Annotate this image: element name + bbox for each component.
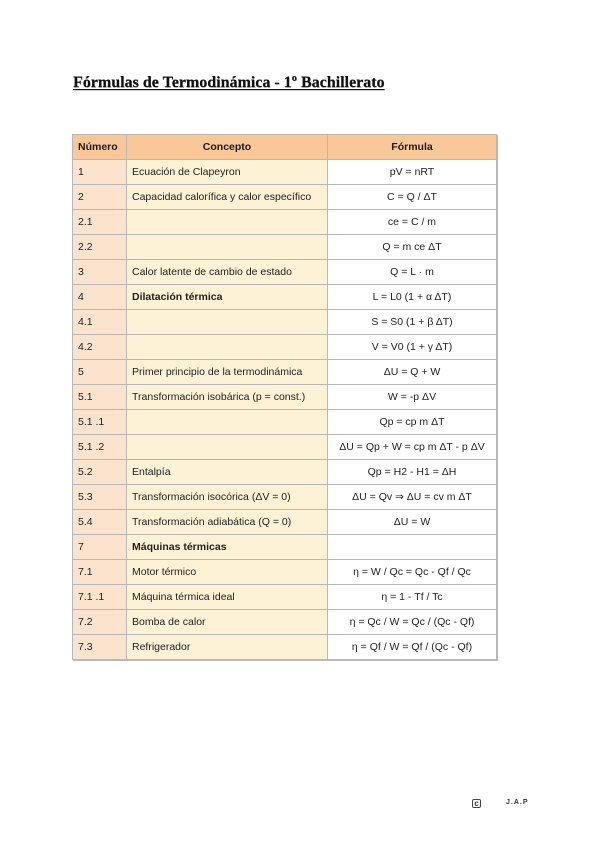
cell-formula: S = S0 (1 + β ΔT)	[328, 310, 497, 335]
cell-formula: η = 1 - Tf / Tc	[328, 585, 497, 610]
header-formula: Fórmula	[328, 135, 497, 160]
cell-concepto	[127, 335, 328, 360]
cell-formula: V = V0 (1 + γ ΔT)	[328, 335, 497, 360]
header-concepto: Concepto	[127, 135, 328, 160]
cell-concepto: Transformación isobárica (p = const.)	[127, 385, 328, 410]
cell-numero: 2	[73, 185, 127, 210]
table-row	[73, 460, 497, 485]
cell-formula: Q = m ce ΔT	[328, 235, 497, 260]
cell-numero: 7	[73, 535, 127, 560]
cell-concepto: Entalpía	[127, 460, 328, 485]
table-header-row	[73, 135, 497, 160]
cell-numero: 5	[73, 360, 127, 385]
table-row	[73, 360, 497, 385]
cell-concepto: Bomba de calor	[127, 610, 328, 635]
cell-concepto	[127, 210, 328, 235]
cell-formula: pV = nRT	[328, 160, 497, 185]
table-row	[73, 410, 497, 435]
table-row	[73, 235, 497, 260]
table-row	[73, 260, 497, 285]
cell-numero: 5.4	[73, 510, 127, 535]
cell-formula: C = Q / ΔT	[328, 185, 497, 210]
cell-concepto	[127, 410, 328, 435]
cell-numero: 5.1	[73, 385, 127, 410]
cell-formula: L = L0 (1 + α ΔT)	[328, 285, 497, 310]
document-title: Fórmulas de Termodinámica - 1º Bachillerato	[73, 74, 385, 91]
cell-numero: 4	[73, 285, 127, 310]
cell-concepto: Primer principio de la termodinámica	[127, 360, 328, 385]
cell-numero: 5.1 .2	[73, 435, 127, 460]
cell-formula: η = W / Qc = Qc - Qf / Qc	[328, 560, 497, 585]
cell-formula: ΔU = Q + W	[328, 360, 497, 385]
cell-concepto	[127, 310, 328, 335]
table-row	[73, 185, 497, 210]
table-row	[73, 535, 497, 560]
cell-concepto: Dilatación térmica	[127, 285, 328, 310]
table-row	[73, 635, 497, 660]
table-row	[73, 585, 497, 610]
cell-numero: 3	[73, 260, 127, 285]
table-row	[73, 610, 497, 635]
cell-concepto: Refrigerador	[127, 635, 328, 660]
copyright-icon: c	[472, 799, 481, 808]
table-row	[73, 210, 497, 235]
cell-concepto	[127, 435, 328, 460]
cell-concepto: Transformación adiabática (Q = 0)	[127, 510, 328, 535]
cell-formula: Qp = cp m ΔT	[328, 410, 497, 435]
cell-concepto: Ecuación de Clapeyron	[127, 160, 328, 185]
cell-formula: Qp = H2 - H1 = ΔH	[328, 460, 497, 485]
table-row	[73, 485, 497, 510]
table-body	[73, 160, 497, 660]
table-row	[73, 510, 497, 535]
table-row	[73, 160, 497, 185]
cell-concepto: Motor térmico	[127, 560, 328, 585]
cell-formula: η = Qc / W = Qc / (Qc - Qf)	[328, 610, 497, 635]
table-row	[73, 335, 497, 360]
cell-numero: 4.1	[73, 310, 127, 335]
footer-author: J.A.P	[506, 799, 529, 806]
table-row	[73, 560, 497, 585]
cell-formula: ΔU = Qv ⇒ ΔU = cv m ΔT	[328, 485, 497, 510]
cell-concepto: Transformación isocórica (ΔV = 0)	[127, 485, 328, 510]
cell-numero: 5.3	[73, 485, 127, 510]
table-row	[73, 285, 497, 310]
table-row	[73, 385, 497, 410]
cell-formula: Q = L · m	[328, 260, 497, 285]
cell-formula: W = -p ΔV	[328, 385, 497, 410]
table-row	[73, 310, 497, 335]
cell-formula: ΔU = Qp + W = cp m ΔT - p ΔV	[328, 435, 497, 460]
cell-numero: 2.2	[73, 235, 127, 260]
cell-numero: 4.2	[73, 335, 127, 360]
cell-numero: 7.1 .1	[73, 585, 127, 610]
cell-concepto: Calor latente de cambio de estado	[127, 260, 328, 285]
cell-numero: 2.1	[73, 210, 127, 235]
cell-concepto: Capacidad calorífica y calor específico	[127, 185, 328, 210]
cell-numero: 1	[73, 160, 127, 185]
cell-numero: 5.2	[73, 460, 127, 485]
formulas-table	[72, 134, 497, 660]
header-numero: Número	[73, 135, 127, 160]
cell-formula: η = Qf / W = Qf / (Qc - Qf)	[328, 635, 497, 660]
cell-numero: 7.2	[73, 610, 127, 635]
cell-concepto	[127, 235, 328, 260]
cell-numero: 7.3	[73, 635, 127, 660]
cell-concepto: Máquinas térmicas	[127, 535, 328, 560]
cell-numero: 7.1	[73, 560, 127, 585]
cell-formula: ΔU = W	[328, 510, 497, 535]
cell-formula: ce = C / m	[328, 210, 497, 235]
table-row	[73, 435, 497, 460]
cell-formula	[328, 535, 497, 560]
cell-numero: 5.1 .1	[73, 410, 127, 435]
cell-concepto: Máquina térmica ideal	[127, 585, 328, 610]
